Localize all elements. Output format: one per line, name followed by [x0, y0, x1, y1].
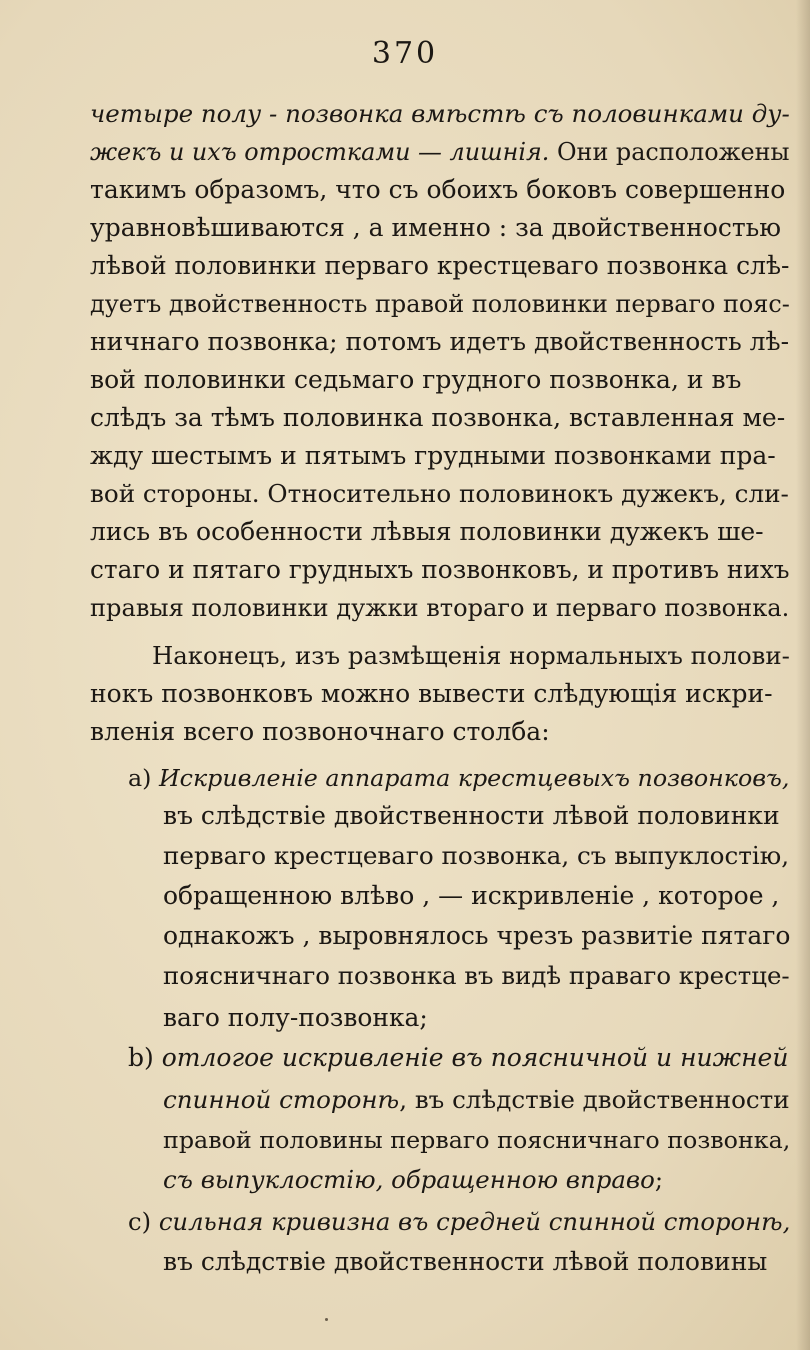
text-line	[152, 636, 790, 676]
text-segment: перваго крестцеваго позвонка, съ выпуклостію,	[163, 841, 790, 870]
text-segment: жду шестымъ и пятымъ грудными позвонками пра-	[90, 441, 776, 470]
italic-segment: спинной сторонѣ	[163, 1085, 400, 1114]
text-line	[90, 322, 790, 362]
text-line	[90, 246, 790, 286]
text-segment: ничнаго позвонка; потомъ идетъ двойственность лѣ-	[90, 327, 790, 356]
text-line	[163, 1242, 790, 1282]
page-number: 370	[371, 36, 439, 71]
text-line	[163, 956, 790, 996]
text-line	[163, 1080, 790, 1120]
text-segment: лѣвой половинки перваго крестцеваго позвонка слѣ-	[90, 251, 790, 280]
text-line	[90, 588, 790, 628]
text-line	[90, 94, 790, 134]
text-segment: вленія всего позвоночнаго столба:	[90, 717, 550, 746]
text-line	[90, 550, 790, 590]
text-segment: въ слѣдствіе двойственности лѣвой половины	[163, 1247, 768, 1276]
text-segment: правой половины перваго поясничнаго позвонка,	[163, 1126, 791, 1154]
text-line	[163, 998, 428, 1038]
page-edge-shadow	[796, 0, 810, 1350]
text-segment: a)	[128, 764, 159, 792]
text-segment: поясничнаго позвонка въ видѣ праваго крестце-	[163, 961, 790, 990]
italic-segment: Искривленіе аппарата крестцевыхъ позвонковъ,	[158, 764, 790, 792]
text-segment: обращенною влѣво , — искривленіе , которое ,	[163, 881, 780, 910]
text-segment: , въ слѣдствіе двойственности	[399, 1085, 790, 1114]
italic-segment: съ выпуклостію, обращенною вправо	[163, 1165, 655, 1194]
italic-segment: сильная кривизна въ средней спинной сторонѣ,	[158, 1207, 791, 1236]
text-segment: такимъ образомъ, что съ обоихъ боковъ совершенно	[90, 175, 786, 204]
text-segment: c)	[128, 1207, 159, 1236]
text-segment: ваго полу-позвонка;	[163, 1003, 428, 1032]
text-segment: нокъ позвонковъ можно вывести слѣдующія искри-	[90, 679, 773, 708]
text-line	[163, 1160, 663, 1200]
text-line	[90, 170, 790, 210]
text-line	[90, 674, 790, 714]
text-segment: слѣдъ за тѣмъ половинка позвонка, вставленная ме-	[90, 403, 786, 432]
text-segment: однакожъ , выровнялось чрезъ развитіе пятаго	[163, 921, 791, 950]
text-line	[163, 916, 790, 956]
text-line	[90, 474, 790, 514]
text-line	[90, 284, 790, 324]
italic-segment: жекъ и ихъ отростками — лишнія.	[90, 138, 550, 166]
text-segment: въ слѣдствіе двойственности лѣвой половинки	[163, 801, 780, 830]
text-line	[90, 398, 790, 438]
text-segment: дуетъ двойственность правой половинки перваго пояс-	[90, 290, 790, 318]
ink-speck	[325, 1318, 328, 1321]
text-segment: ;	[654, 1165, 664, 1194]
text-segment: вой половинки седьмаго грудного позвонка, и въ	[90, 365, 742, 394]
text-line	[90, 132, 790, 172]
text-line	[163, 796, 790, 836]
text-line	[90, 360, 790, 400]
text-segment: уравновѣшиваются , а именно : за двойственностью	[90, 213, 782, 242]
text-segment: вой стороны. Относительно половинокъ дужекъ, сли-	[90, 479, 789, 508]
text-line	[128, 758, 790, 798]
text-segment: стаго и пятаго грудныхъ позвонковъ, и противъ нихъ	[90, 555, 790, 584]
text-line	[128, 1038, 790, 1078]
text-line	[90, 712, 570, 752]
text-segment: правыя половинки дужки втораго и перваго позвонка.	[90, 594, 790, 622]
italic-segment: отлогое искривленіе въ поясничной и нижней	[161, 1043, 789, 1072]
text-line	[90, 436, 790, 476]
text-line	[163, 876, 790, 916]
text-segment: Наконецъ, изъ размѣщенія нормальныхъ полови-	[152, 641, 790, 670]
text-line	[90, 512, 790, 552]
text-line	[163, 836, 790, 876]
italic-segment: четыре полу - позвонка вмѣстѣ съ половинками ду-	[90, 99, 790, 128]
text-segment: Они расположены	[549, 138, 790, 166]
text-segment: b)	[128, 1043, 162, 1072]
text-line	[128, 1202, 790, 1242]
text-segment: лись въ особенности лѣвыя половинки дужекъ ше-	[90, 517, 764, 546]
text-line	[90, 208, 790, 248]
text-line	[163, 1120, 790, 1160]
